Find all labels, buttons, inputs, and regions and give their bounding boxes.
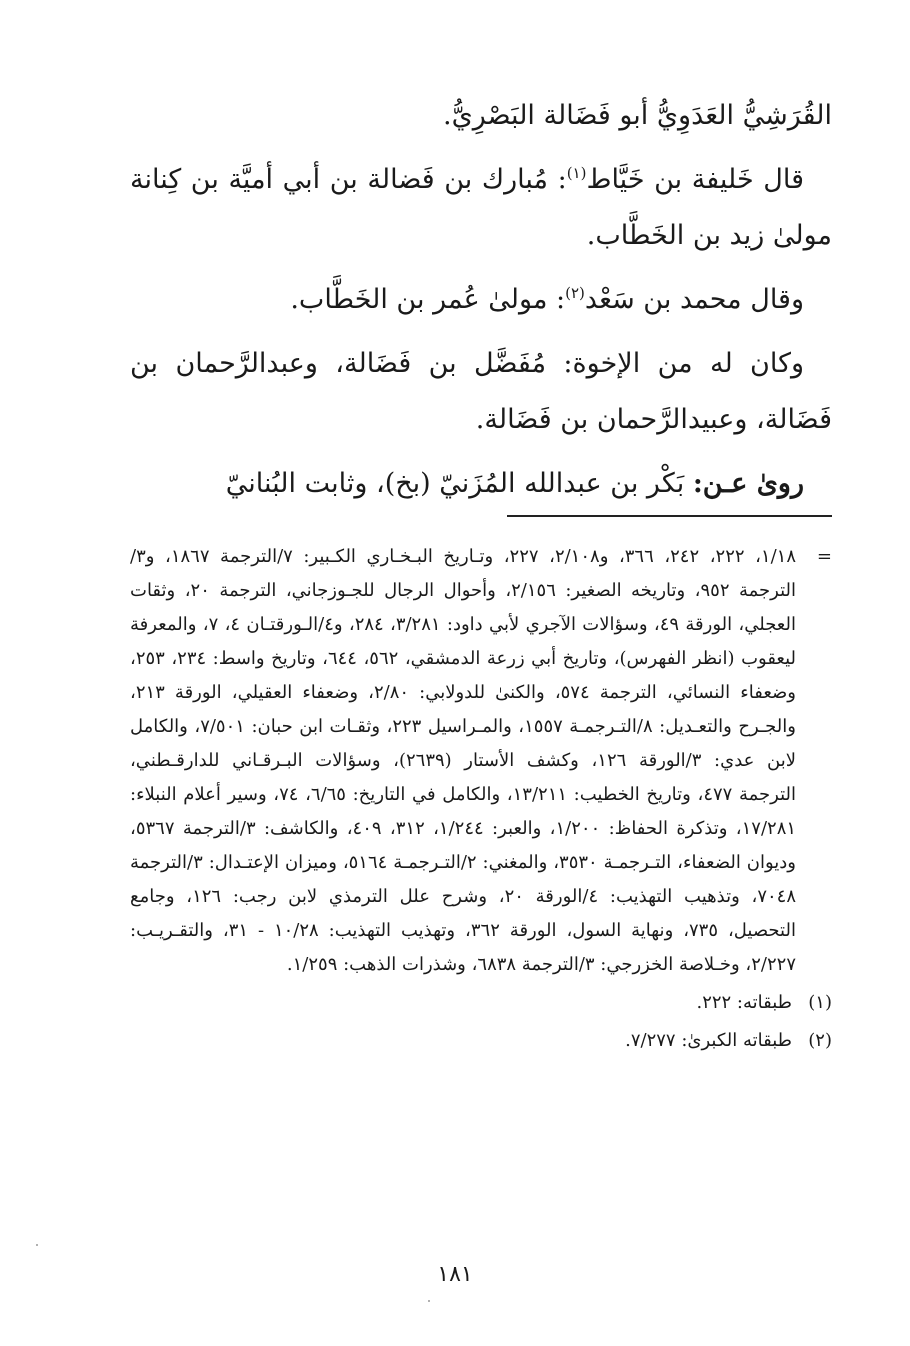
footnote-divider: [507, 515, 832, 517]
footnote-1-text: طبقاته: ٢٢٢.: [696, 992, 792, 1013]
footnote-continuation: [130, 540, 832, 982]
footnote-ref-2[interactable]: (٢): [565, 284, 585, 302]
paragraph-ibn-sad-start: وقال محمد بن سَعْد: [584, 284, 804, 315]
name-line: القُرَشِيُّ العَدَوِيُّ أبو فَضَالة البَصْرِيُّ.: [443, 100, 832, 131]
footnote-2-text: طبقاته الكبرىٰ: ٧/٢٧٧.: [625, 1030, 792, 1051]
riwaya-text: بَكْر بن عبدالله المُزَنيّ (بخ)، وثابت البُنانيّ: [225, 468, 693, 499]
paragraph-brothers: وكان له من الإخوة: مُفَضَّل بن فَضَالة، وعبدالرَّحمان بن فَضَالة، وعبيدالرَّحمان بن فَضَالة.: [130, 348, 832, 435]
scan-speck: [36, 1244, 38, 1246]
riwaya-label: روىٰ عـن:: [692, 468, 804, 499]
paragraph-ibn-sad: [130, 272, 832, 328]
paragraph-riwaya: [130, 456, 832, 512]
footnote-ref-1[interactable]: (١): [566, 164, 587, 182]
scan-speck: [428, 1300, 430, 1302]
page-number: ١٨١: [437, 1262, 473, 1287]
continuation-mark: =: [816, 546, 832, 567]
footnotes-section: [130, 540, 832, 1058]
paragraph-khalifa: [130, 152, 832, 264]
footnote-1-number: (١): [808, 992, 832, 1013]
paragraph-khalifa-start: قال خَليفة بن خَيَّاط: [586, 164, 804, 195]
paragraph-ibn-sad-end: : مولىٰ عُمر بن الخَطَّاب.: [290, 284, 566, 315]
footnote-1: [130, 986, 832, 1020]
paragraph-khalifa-end: : مُبارك بن فَضالة بن أبي أميَّة بن كِنانة مولىٰ زيد بن الخَطَّاب.: [130, 164, 832, 251]
footnote-2-number: (٢): [808, 1030, 832, 1051]
footnote-2: [130, 1024, 832, 1058]
continuation-text: ١/١٨، ٢٢٢، ٢٤٢، ٣٦٦، و٢/١٠٨، ٢٢٧، وتـاريخ البـخـاري الكـبير: ٧/الترجمة ١٨٦٧، و٣/الترجمة ٩٥٢، وتاريخه الصغير: ٢/١٥٦، وأحوال الرجال للجـوزجاني، الترجمة ٢٠، وثقات العجلي، الورقة ٤٩، وسؤالات الآجري لأبي داود: ٣/٢٨١، ٢٨٤، و٤/الـورقتـان ٤، ٧، والمعرفة ليعقوب (انظر الفهرس)، وتاريخ أبي زرعة الدمشقي، ٥٦٢، ٦٤٤، وتاريخ واسط: ٢٣٤، ٢٥٣، وضعفاء النسائي، الترجمة ٥٧٤، والكنىٰ للدولابي: ٢/٨٠، وضعفاء العقيلي، الورقة ٢١٣، والجـرح والتعـديل: ٨/التـرجمـة ١٥٥٧، والمـراسيل ٢٢٣، وثقـات ابن حبان: ٧/٥٠١، والكامل لابن عدي: ٣/الورقة ١٢٦، وكشف الأستار (٢٦٣٩)، وسؤالات البـرقـاني للدارقـطني، الترجمة ٤٧٧، وتاريخ الخطيب: ١٣/٢١١، والكامل في التاريخ: ٦/٦٥، ٧٤، وسير أعلام النبلاء: ١٧/٢٨١، وتذكرة الحفاظ: ١/٢٠٠، والعبر: ١/٢٤٤، ٣١٢، ٤٠٩، والكاشف: ٣/الترجمة ٥٣٦٧، وديوان الضعفاء، التـرجمـة ٣٥٣٠، والمغني: ٢/التـرجمـة ٥١٦٤، وميزان الإعتـدال: ٣/الترجمة ٧٠٤٨، وتذهيب التهذيب: ٤/الورقة ٢٠، وشرح علل الترمذي لابن رجب: ١٢٦، وجامع التحصيل، ٧٣٥، ونهاية السول، الورقة ٣٦٢، وتهذيب التهذيب: ١٠/٢٨ - ٣١، والتقـريـب: ٢/٢٢٧، وخـلاصة الخزرجي: ٣/الترجمة ٦٨٣٨، وشذرات الذهب: ١/٢٥٩.: [130, 546, 797, 975]
main-text: [130, 88, 832, 520]
